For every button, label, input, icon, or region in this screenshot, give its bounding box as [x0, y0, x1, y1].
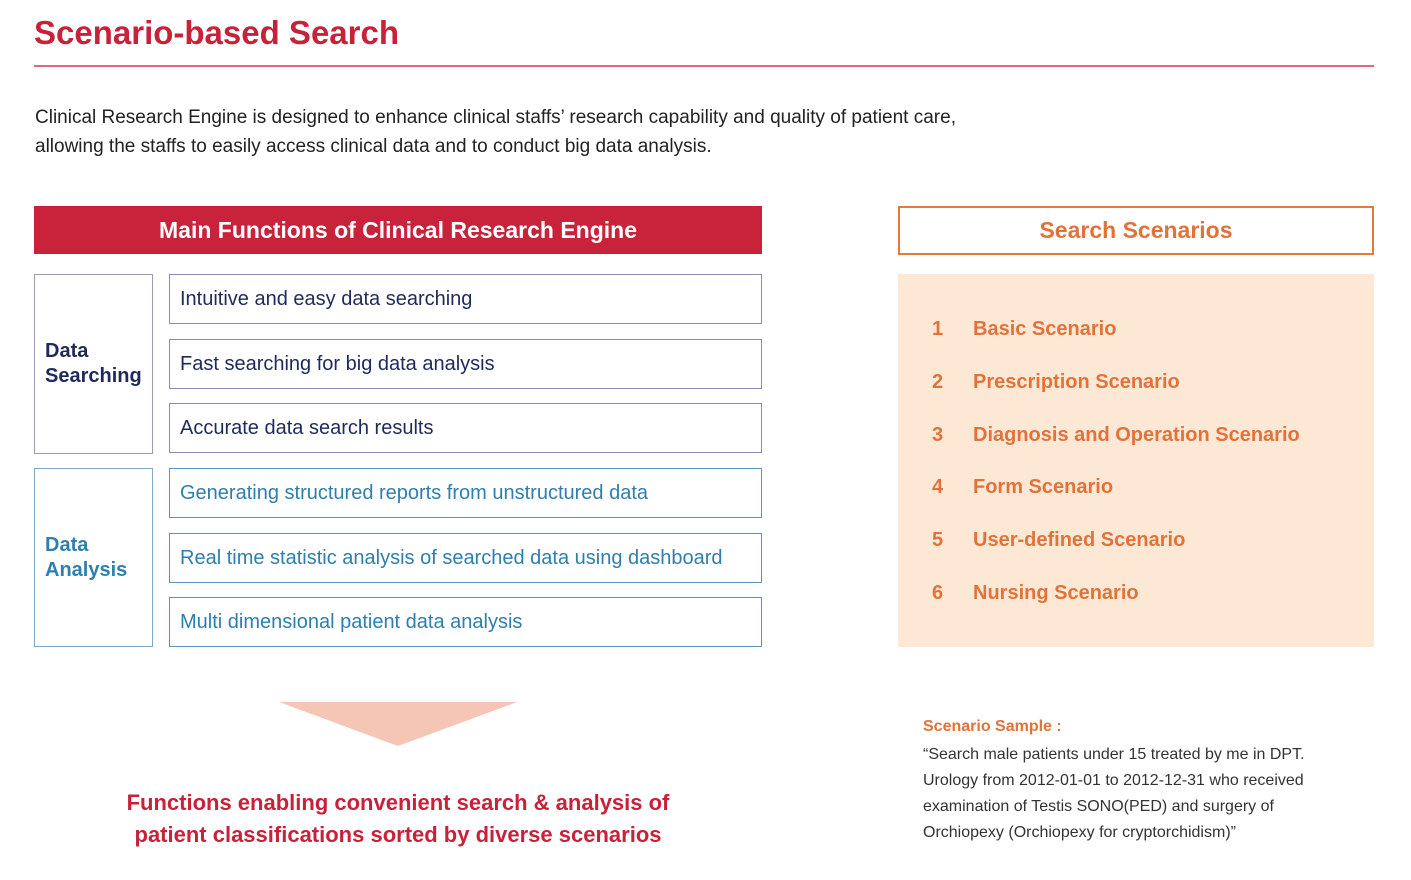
sample-line: “Search male patients under 15 treated by me in DPT. [923, 746, 1305, 763]
page-title: Scenario-based Search [34, 14, 399, 51]
sample-line: Orchiopexy (Orchiopexy for cryptorchidism)” [923, 824, 1236, 841]
title-divider [34, 65, 1374, 67]
search-scenarios-panel [898, 274, 1374, 647]
sample-line: Urology from 2012-01-01 to 2012-12-31 who received [923, 772, 1304, 789]
scenario-number: 1 [932, 317, 944, 340]
function-box-structured-reports: Generating structured reports from unstructured data [169, 468, 762, 518]
scenario-sample-quote [923, 742, 1393, 846]
function-box-intuitive-searching: Intuitive and easy data searching [169, 274, 762, 324]
function-box-fast-searching: Fast searching for big data analysis [169, 339, 762, 389]
main-functions-header: Main Functions of Clinical Research Engine [34, 206, 762, 254]
scenario-number: 6 [932, 581, 944, 604]
scenario-number: 3 [932, 423, 944, 446]
group-label-line: Data [45, 340, 89, 362]
function-box-realtime-statistics: Real time statistic analysis of searched data using dashboard [169, 533, 762, 583]
function-box-accurate-results: Accurate data search results [169, 403, 762, 453]
sample-line: examination of Testis SONO(PED) and surgery of [923, 798, 1274, 815]
conclusion-line: patient classifications sorted by diverse scenarios [134, 822, 662, 847]
scenario-number: 4 [932, 475, 944, 498]
group-label-line: Analysis [45, 558, 128, 581]
group-label-line: Data [45, 533, 89, 556]
scenario-label: Diagnosis and Operation Scenario [973, 423, 1300, 446]
scenario-label: Form Scenario [973, 475, 1114, 498]
scenario-label: Nursing Scenario [973, 581, 1139, 604]
intro-line: Clinical Research Engine is designed to enhance clinical staffs’ research capability and quality of patient care, [35, 107, 956, 128]
intro-line: allowing the staffs to easily access clinical data and to conduct big data analysis. [35, 136, 712, 157]
scenario-label: User-defined Scenario [973, 528, 1186, 551]
conclusion-text [34, 787, 762, 851]
function-box-multidimensional-analysis: Multi dimensional patient data analysis [169, 597, 762, 647]
scenario-number: 2 [932, 370, 944, 393]
conclusion-line: Functions enabling convenient search & analysis of [126, 790, 670, 815]
scenario-sample-title: Scenario Sample : [923, 718, 1062, 735]
group-label-line: Searching [45, 365, 142, 387]
intro-paragraph [35, 103, 1135, 161]
group-label-data-searching [34, 274, 153, 454]
scenario-label: Basic Scenario [973, 317, 1117, 340]
search-scenarios-header: Search Scenarios [898, 206, 1374, 255]
down-arrow-icon [279, 702, 517, 746]
scenario-number: 5 [932, 528, 944, 551]
group-label-data-analysis [34, 468, 153, 647]
scenario-label: Prescription Scenario [973, 370, 1180, 393]
